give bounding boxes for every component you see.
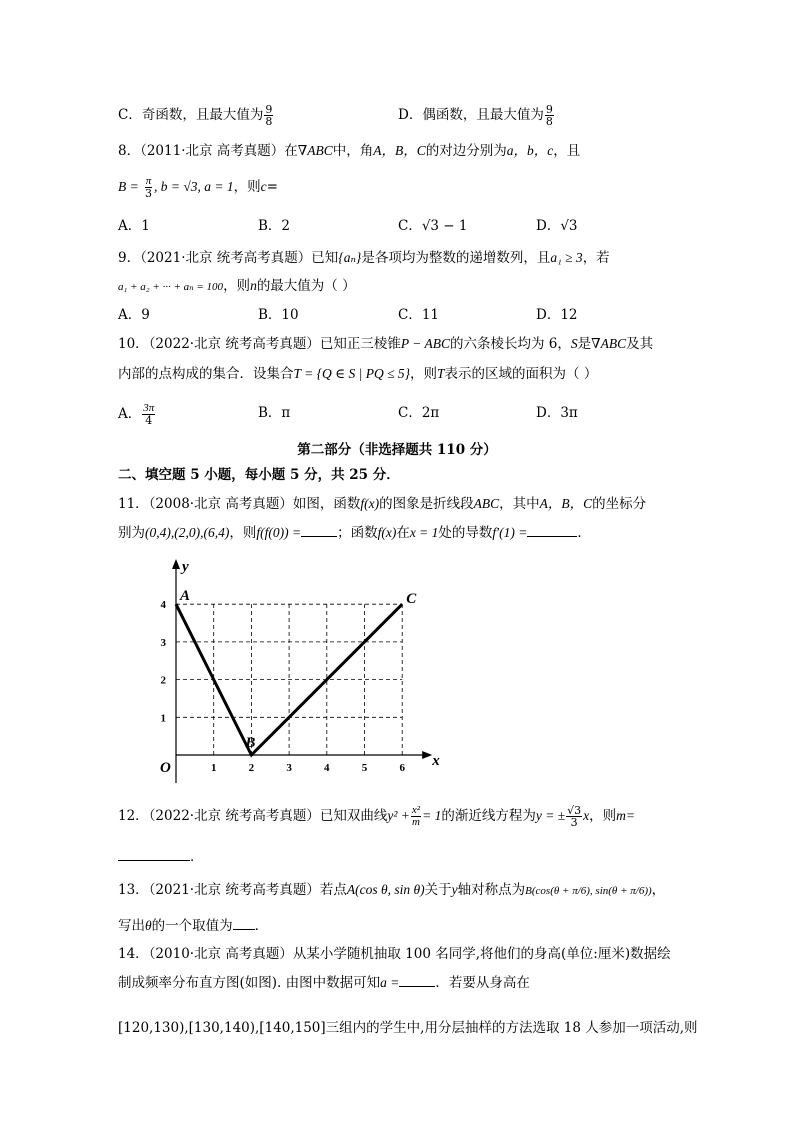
q8-option-a: A．1: [118, 218, 150, 234]
graph-ticks: [161, 599, 406, 774]
q8-stem: 8．（2011·北京 高考真题）在∇ABC中，角A，B，C的对边分别为a，b，c，且: [118, 143, 581, 159]
section-heading: 二、填空题 5 小题，每小题 5 分，共 25 分．: [118, 467, 400, 483]
q14-stem: 14．（2010·北京 高考真题）从某小学随机抽取 100 名同学,将他们的身高(单位:厘米)数据绘: [118, 946, 671, 962]
q7-option-c: C．奇函数，且最大值为 $\frac{9}{8}$: [118, 103, 273, 128]
q10-option-a: A． $\frac{3\pi}{4}$: [118, 402, 155, 427]
q14-blank[interactable]: [399, 972, 435, 987]
q13-stem: 13．（2021·北京 统考高考真题）若点A(cos θ, sin θ)关于y轴对称点为B(cos(θ + π/6), sin(θ + π/6))，: [118, 882, 666, 898]
q12-blank[interactable]: [118, 846, 190, 861]
q12-sqrt3-over-3: $\frac{√3}{3}$: [567, 804, 582, 829]
y-tick-label: 4: [160, 599, 166, 612]
q8-option-d: D．√3: [536, 218, 578, 234]
y-tick-label: 3: [160, 636, 166, 649]
origin-label: O: [160, 760, 171, 776]
q11-stem-line2: 别为(0,4),(2,0),(6,4)，则f(f(0)) = ；函数f(x)在x = 1处的导数f′(1) = ．: [118, 522, 591, 543]
y-axis-arrow: [172, 559, 180, 569]
section-title: 第二部分（非选择题共 110 分）: [297, 442, 497, 458]
q8-option-c: C．√3 − 1: [398, 218, 468, 234]
x-tick-label: 5: [361, 762, 368, 774]
y-tick-label: 2: [160, 674, 166, 687]
x-axis-label: x: [432, 753, 440, 769]
point-b-label: B: [245, 735, 256, 751]
q11-blank-2[interactable]: [527, 522, 577, 537]
x-tick-label: 6: [399, 762, 405, 774]
q12-x2-over-m: $\frac{\text{x²}}{m}$: [411, 804, 421, 828]
graph-labels: [160, 559, 440, 776]
q11-blank-1[interactable]: [301, 522, 337, 537]
point-a-label: A: [180, 588, 191, 605]
q9-sum-line: a₁ + a₂ + ··· + aₙ = 100，则n的最大值为（ ）: [118, 278, 356, 294]
y-tick-label: 1: [160, 712, 166, 725]
q10-a-fraction: $\frac{3\pi}{4}$: [143, 402, 155, 427]
point-c-label: C: [406, 591, 417, 608]
q13-blank[interactable]: [233, 915, 255, 930]
x-axis-arrow: [422, 751, 432, 759]
q14-stem-line3: [120,130),[130,140),[140,150]三组内的学生中,用分层抽样的方法选取 18 人参加一项活动,则: [118, 1020, 698, 1036]
y-axis-label: y: [182, 559, 189, 575]
q8-option-b: B．2: [258, 218, 291, 234]
q12-answer-line: ．: [118, 846, 204, 867]
x-tick-label: 2: [248, 762, 255, 774]
q10-stem: 10．（2022·北京 统考高考真题）已知正三棱锥P − ABC的六条棱长均为 6，S是∇ABC及其: [118, 336, 654, 352]
q11-stem: 11．（2008·北京 高考真题）如图，函数f(x)的图象是折线段ABC，其中A，B，C的坐标分: [118, 496, 647, 512]
q9-option-a: A．9: [118, 307, 150, 323]
q14-stem-line2: 制成频率分布直方图(如图). 由图中数据可知a = ．若要从身高在: [118, 972, 530, 993]
q12-stem: 12．（2022·北京 统考高考真题）已知双曲线y² + $\frac{\text{x²}}{m}$ = 1的渐近线方程为y = ± $\frac{√3}{3}$ x，则m=: [118, 804, 636, 829]
graph-grid: [176, 604, 402, 755]
q10-option-b: B．π: [258, 405, 291, 421]
q9-option-c: C．11: [398, 307, 440, 323]
q7-option-d: D．偶函数，且最大值为 $\frac{9}{8}$: [398, 103, 553, 128]
q10-stem-line2: 内部的点构成的集合．设集合T = {Q ∈ S | PQ ≤ 5}，则T表示的区域的面积为（ ）: [118, 366, 598, 382]
q7-c-fraction: $\frac{9}{8}$: [265, 103, 273, 128]
q10-option-c: C．2π: [398, 405, 440, 421]
q9-option-d: D．12: [536, 307, 578, 323]
x-tick-label: 4: [324, 762, 330, 774]
x-tick-label: 1: [210, 762, 217, 774]
q11-graph: [150, 555, 450, 795]
q7-d-fraction: $\frac{9}{8}$: [545, 103, 553, 128]
q8-pi-over-3: $\frac{\pi}{3}$: [145, 175, 153, 200]
q8-condition: B = $\frac{\pi}{3}$ , b = √3, a = 1，则c=: [118, 175, 278, 200]
q10-option-d: D．3π: [536, 405, 578, 421]
x-tick-label: 3: [286, 762, 292, 774]
q13-stem-line2: 写出θ的一个取值为 ．: [118, 915, 268, 936]
q9-option-b: B．10: [258, 307, 299, 323]
q9-stem: 9．（2021·北京 统考高考真题）已知{aₙ}是各项均为整数的递增数列，且a₁ ≥ 3，若: [118, 250, 610, 266]
